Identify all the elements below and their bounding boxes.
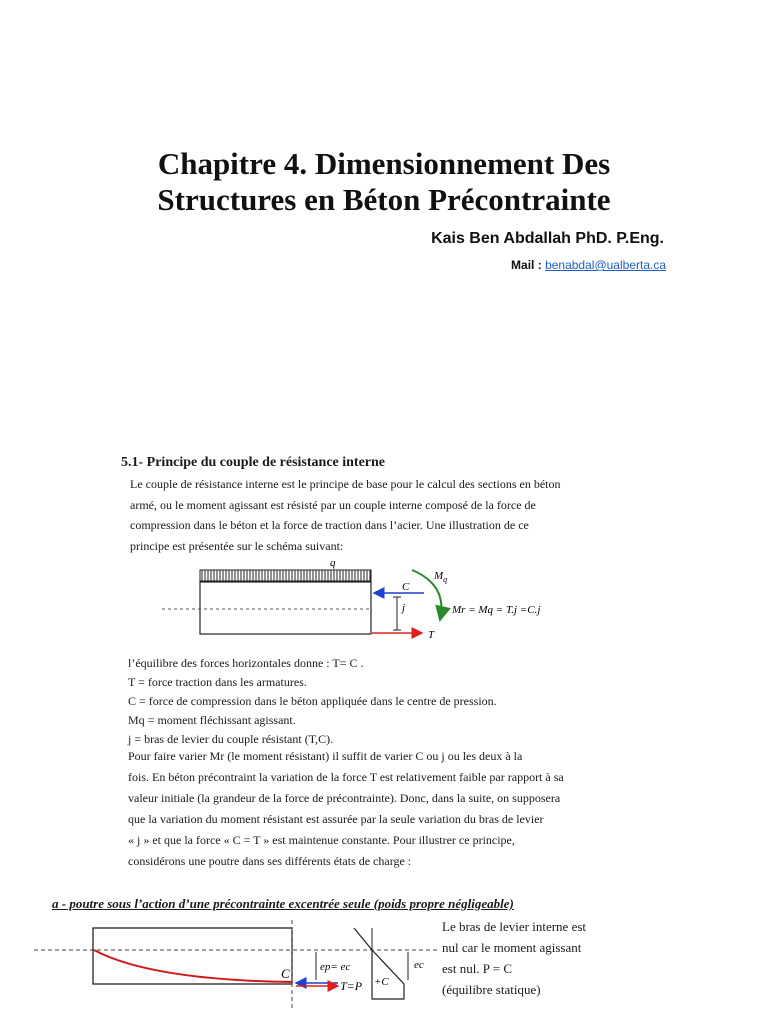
subsection-heading: a - poutre sous l’action d’une précontrainte excentrée seule (poids propre négligeable) — [52, 896, 514, 911]
note-line: (équilibre statique) — [442, 982, 541, 997]
body-line: valeur initiale (la grandeur de la force de précontrainte). Donc, dans la suite, on supposera — [128, 791, 561, 805]
beam — [200, 582, 371, 634]
mail-link[interactable]: benabdal@ualberta.ca — [545, 258, 666, 272]
definition-line: C = force de compression dans le béton appliquée dans le centre de pression. — [128, 694, 497, 708]
equation: Mr = Mq = T.j =C.j — [452, 604, 541, 616]
body-line: considérons une poutre dans ses différents états de charge : — [128, 854, 412, 868]
label-j: j — [402, 602, 406, 614]
definition-line: l’équilibre des forces horizontales donne : T= C . — [128, 656, 364, 670]
body-line: que la variation du moment résistant est assurée par la seule variation du bras de levier — [128, 812, 544, 826]
label-C-2: C — [281, 966, 290, 981]
prestress-cable — [94, 950, 292, 982]
definition-line: Mq = moment fléchissant agissant. — [128, 713, 296, 727]
title-line-2: Structures en Béton Précontrainte — [157, 182, 611, 217]
label-plusC: +C — [374, 976, 389, 988]
title-line-1: Chapitre 4. Dimensionnement Des — [157, 146, 611, 181]
mail-label: Mail : — [511, 258, 546, 272]
label-T: T — [428, 629, 435, 641]
note-line: est nul. P = C — [442, 961, 513, 976]
side-note — [442, 916, 586, 1000]
definitions — [128, 654, 548, 749]
intro-line: Le couple de résistance interne est le principe de base pour le calcul des sections en béton — [130, 477, 561, 491]
intro-line: principe est présentée sur le schéma suivant: — [130, 538, 344, 553]
load-label-q: q — [330, 557, 336, 569]
label-ec: ec — [414, 959, 424, 971]
body-paragraph — [128, 746, 598, 872]
definition-line: T = force traction dans les armatures. — [128, 675, 307, 689]
note-line: nul car le moment agissant — [442, 940, 582, 955]
label-Mq: $M_q$ — [434, 570, 448, 584]
body-line: Pour faire varier Mr (le moment résistant) il suffit de varier C ou j ou les deux à la — [128, 749, 523, 763]
label-C: C — [402, 581, 410, 593]
label-TP: T=P — [340, 979, 363, 993]
intro-line: compression dans le béton et la force de traction dans l’acier. Une illustration de ce — [130, 518, 529, 532]
definition-line: j = bras de levier du couple résistant (T,C). — [128, 732, 334, 746]
body-line: « j » et que la force « C = T » est maintenue constante. Pour illustrer ce principe, — [128, 833, 515, 847]
body-line: fois. En béton précontraint la variation de la force T est relativement faible par rapport à sa — [128, 770, 564, 784]
distributed-load — [200, 570, 371, 581]
label-ep: ep= ec — [320, 961, 351, 973]
note-line: Le bras de levier interne est — [442, 919, 587, 934]
section-heading: 5.1- Principe du couple de résistance interne — [121, 455, 386, 470]
intro-line: armé, ou le moment agissant est résisté par un couple interne composé de la force de — [130, 497, 536, 512]
author-name: Kais Ben Abdallah PhD. P.Eng. — [431, 230, 664, 247]
